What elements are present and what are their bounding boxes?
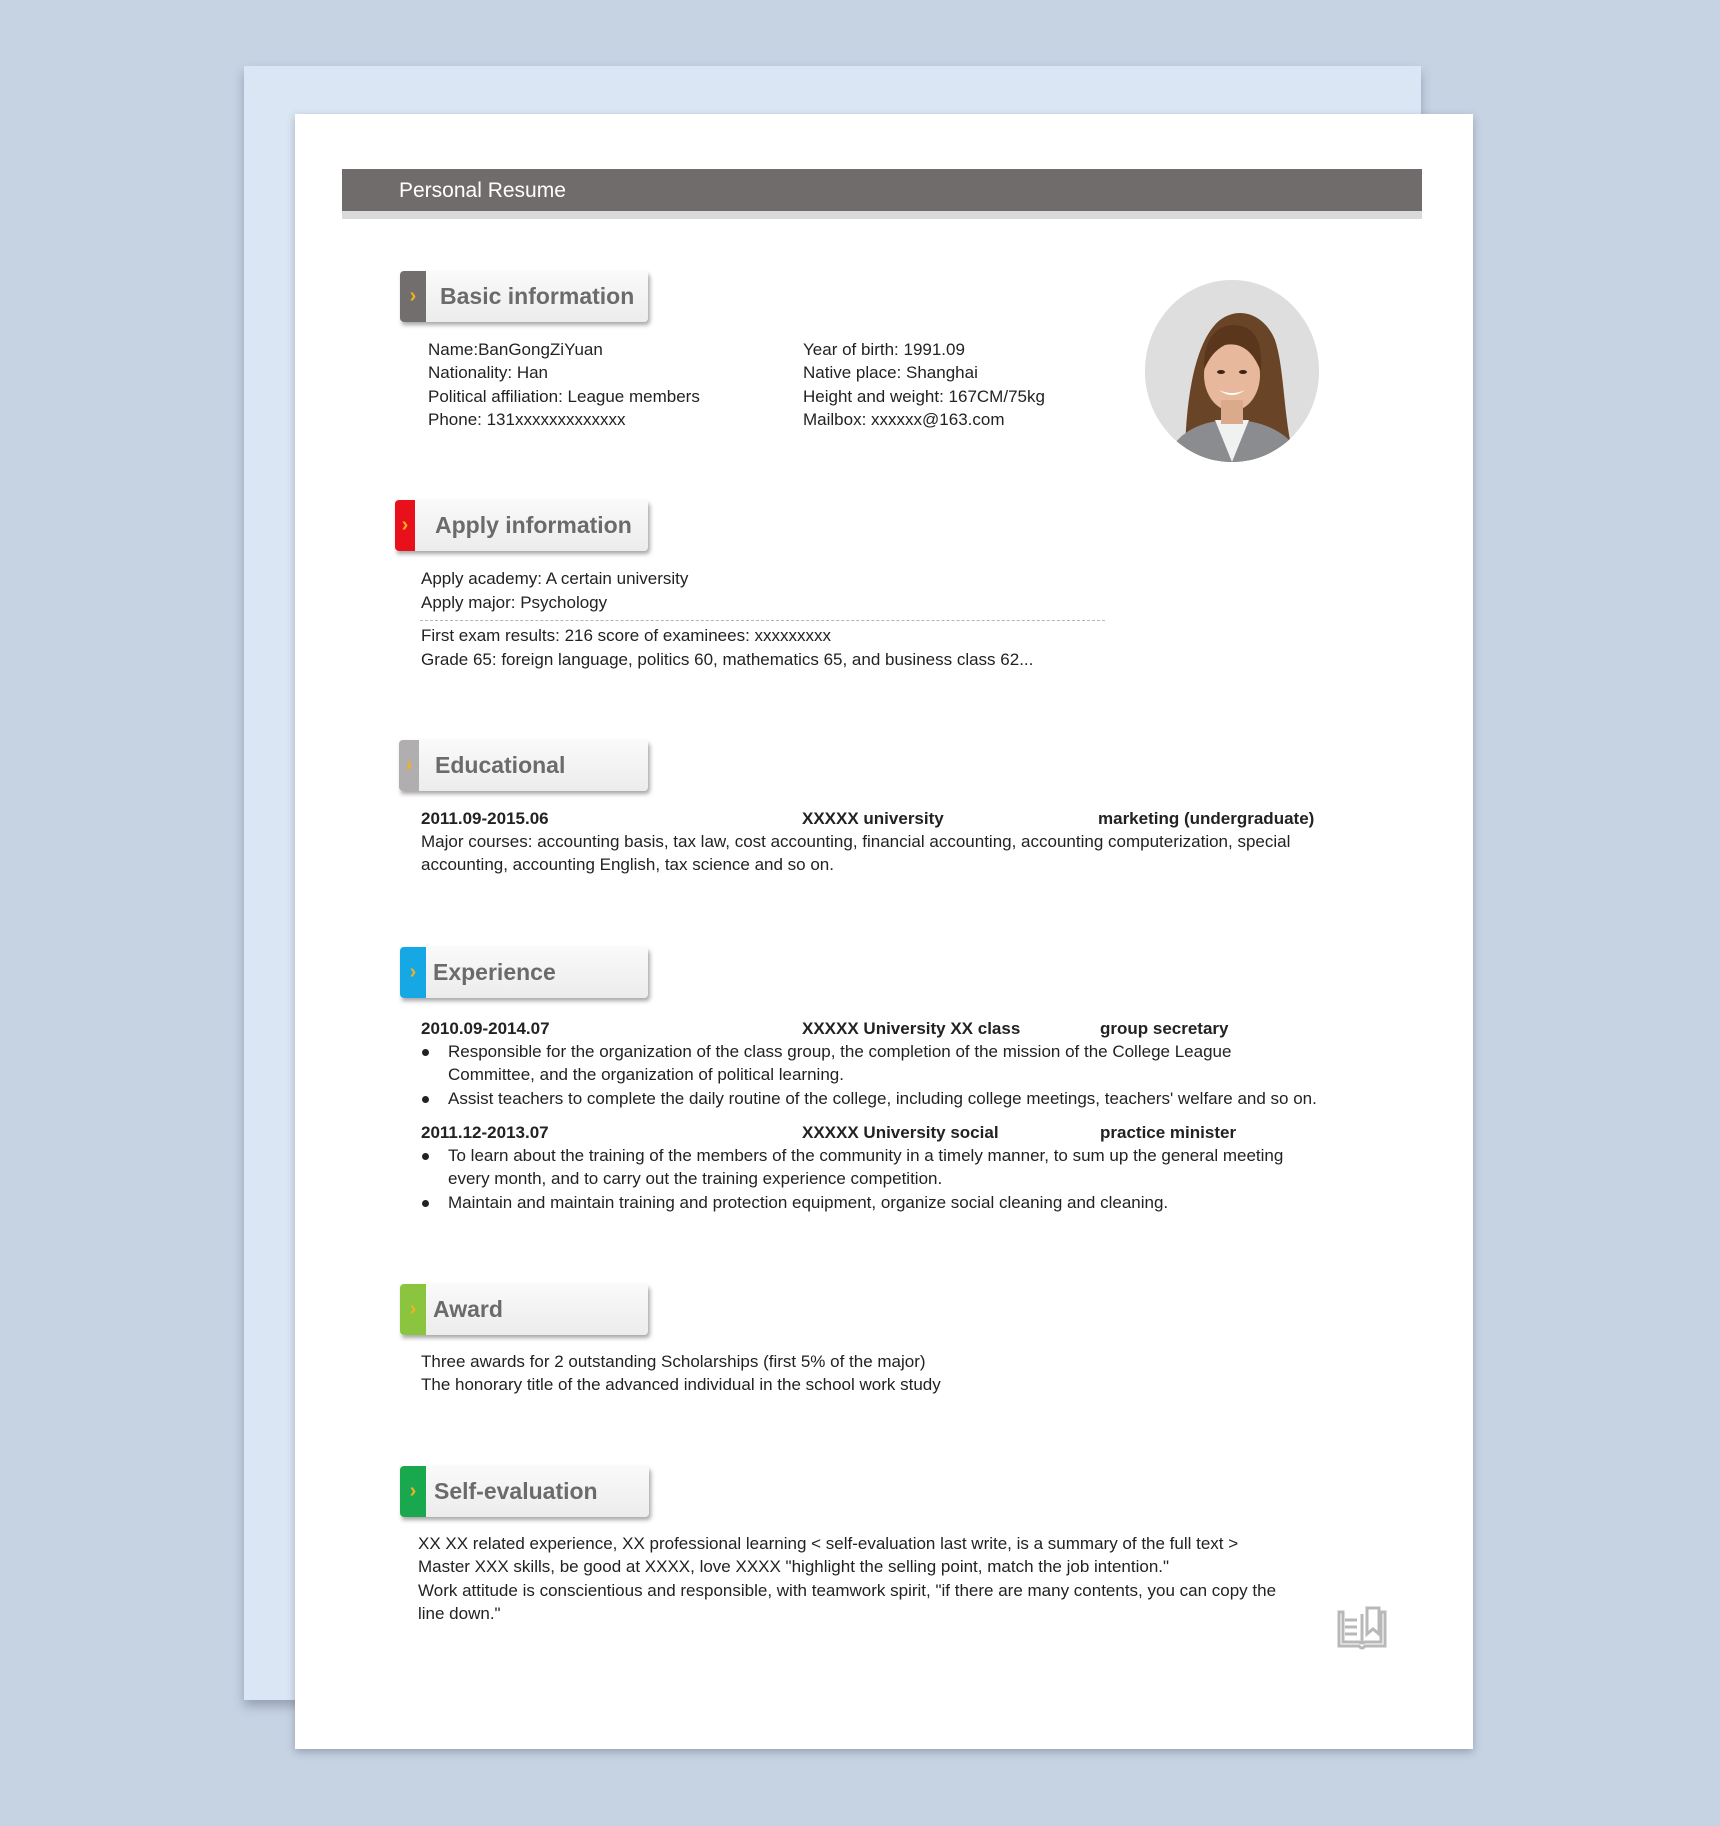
bullet-icon (422, 1153, 429, 1160)
avatar (1145, 280, 1319, 462)
section-header-self (400, 1466, 649, 1517)
experience-2-org: XXXXX University social (802, 1123, 999, 1142)
title-bar (342, 169, 1422, 219)
section-header-education (399, 740, 648, 791)
experience-1-bullet-1-line-1: Responsible for the organization of the class group, the completion of the mission of the College League (448, 1042, 1232, 1061)
education-courses-line-2: accounting, accounting English, tax science and so on. (421, 855, 834, 874)
section-title-experience: Experience (433, 959, 556, 985)
experience-2-bullet-1-line-2: every month, and to carry out the training experience competition. (448, 1169, 943, 1188)
basic-name: Name:BanGongZiYuan (428, 340, 603, 359)
section-header-experience (400, 947, 648, 998)
chevron-right-icon: › (400, 947, 426, 998)
experience-1-period: 2010.09-2014.07 (421, 1019, 550, 1038)
portrait-photo (1145, 280, 1319, 462)
basic-political: Political affiliation: League members (428, 387, 700, 406)
basic-native: Native place: Shanghai (803, 363, 978, 382)
bullet-icon (422, 1200, 429, 1207)
list-item (422, 1040, 1322, 1087)
resume-page (295, 114, 1473, 1749)
section-title-basic: Basic information (440, 283, 635, 309)
section-header-basic (400, 271, 648, 322)
book-icon (1335, 1604, 1389, 1652)
experience-2-role: practice minister (1100, 1123, 1237, 1142)
section-title-apply: Apply information (435, 512, 632, 538)
education-period: 2011.09-2015.06 (421, 809, 549, 828)
experience-2-bullet-2: Maintain and maintain training and protection equipment, organize social cleaning and cleaning. (448, 1193, 1169, 1212)
page-title: Personal Resume (399, 179, 566, 202)
section-header-award (400, 1284, 648, 1335)
dashed-divider (420, 620, 1105, 621)
self-line-4: line down." (418, 1604, 501, 1623)
apply-major: Apply major: Psychology (421, 593, 608, 612)
list-item (422, 1191, 1322, 1215)
experience-1-role: group secretary (1100, 1019, 1229, 1038)
experience-2-bullet-1-line-1: To learn about the training of the members of the community in a timely manner, to sum up the general meeting (448, 1146, 1284, 1165)
basic-nationality: Nationality: Han (428, 363, 549, 382)
experience-1-bullet-2: Assist teachers to complete the daily routine of the college, including college meetings, teachers' welfare and so on. (448, 1089, 1317, 1108)
experience-2-period: 2011.12-2013.07 (421, 1123, 549, 1142)
experience-1-bullet-1-line-2: Committee, and the organization of political learning. (448, 1065, 844, 1084)
award-line-2: The honorary title of the advanced individual in the school work study (421, 1375, 941, 1394)
list-item (422, 1144, 1322, 1191)
basic-phone: Phone: 131xxxxxxxxxxxxx (428, 410, 626, 429)
experience-1-org: XXXXX University XX class (802, 1019, 1021, 1038)
bullet-icon (422, 1049, 429, 1056)
section-title-education: Educational (435, 752, 566, 778)
basic-birth: Year of birth: 1991.09 (803, 340, 965, 359)
basic-height-weight: Height and weight: 167CM/75kg (803, 387, 1045, 406)
section-header-apply (395, 500, 648, 551)
section-title-self: Self-evaluation (434, 1478, 598, 1504)
self-line-1: XX XX related experience, XX professional learning < self-evaluation last write, is a summary of the full text > (418, 1534, 1239, 1553)
award-line-1: Three awards for 2 outstanding Scholarships (first 5% of the major) (421, 1352, 926, 1371)
education-school: XXXXX university (802, 809, 944, 828)
basic-mailbox: Mailbox: xxxxxx@163.com (803, 410, 1005, 429)
chevron-right-icon: › (395, 500, 415, 551)
apply-exam: First exam results: 216 score of examinees: xxxxxxxxx (421, 626, 832, 645)
apply-grade: Grade 65: foreign language, politics 60, mathematics 65, and business class 62... (421, 650, 1034, 669)
self-line-3: Work attitude is conscientious and responsible, with teamwork spirit, "if there are many contents, you can copy the (418, 1581, 1277, 1600)
chevron-right-icon: › (399, 740, 419, 791)
list-item (422, 1087, 1352, 1111)
section-title-award: Award (433, 1296, 503, 1322)
education-courses-line-1: Major courses: accounting basis, tax law, cost accounting, financial accounting, accounting computerization, special (421, 832, 1291, 851)
education-major: marketing (undergraduate) (1098, 809, 1315, 828)
chevron-right-icon: › (400, 1284, 426, 1335)
chevron-right-icon: › (400, 1466, 426, 1517)
bullet-icon (422, 1096, 429, 1103)
self-line-2: Master XXX skills, be good at XXXX, love XXXX "highlight the selling point, match the job intention." (418, 1557, 1170, 1576)
apply-academy: Apply academy: A certain university (421, 569, 689, 588)
chevron-right-icon: › (400, 271, 426, 322)
